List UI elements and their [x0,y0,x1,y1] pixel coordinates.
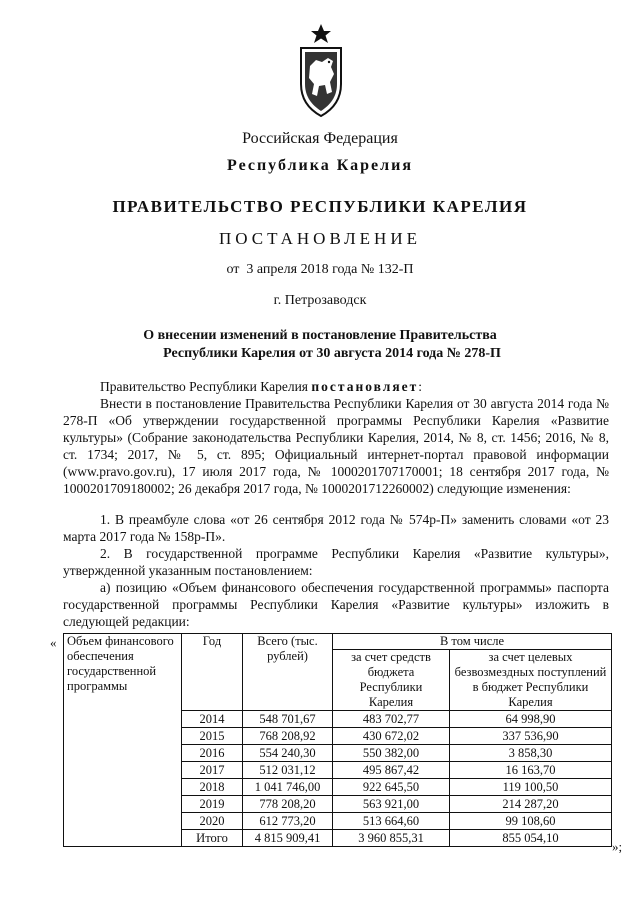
year-cell: 2015 [182,728,243,745]
amendment-paragraph: Внести в постановление Правительства Республики Карелия от 30 августа 2014 года № 278-П «Об утверждении государственной программы Республики Карелия «Развитие культуры» (Собрание законодательства Республики Карелия, 2014, № 8, ст. 1456; 2016, № 8, ст. 1734; 2017, № 5, ст. 895; Официальный интернет-портал правовой информации (www.pravo.gov.ru), 17 июля 2017 года, № 1000201707170001; 18 сентября 2017 года, № 1000201709180002; 26 декабря 2017 года, № 1000201712260002) следующие изменения: [63,396,609,496]
document-date-number [0,262,640,278]
amendment-item-2: 2. В государственной программе Республики Карелия «Развитие культуры», утвержденной указанным постановлением: [63,546,609,578]
subject-line-1: О внесении изменений в постановление Правительства [143,328,497,343]
grants-cell: 855 054,10 [450,830,612,847]
intro-prefix: Правительство Республики Карелия [100,379,312,394]
financing-label-cell: Объем финансового обеспечения государственной программы [64,634,182,847]
total-cell: 778 208,20 [243,796,333,813]
total-cell: 768 208,92 [243,728,333,745]
total-cell: 512 031,12 [243,762,333,779]
budget-cell: 3 960 855,31 [333,830,450,847]
year-cell: 2018 [182,779,243,796]
table-header-row [64,634,612,650]
grants-cell: 119 100,50 [450,779,612,796]
total-cell: 1 041 746,00 [243,779,333,796]
budget-cell: 495 867,42 [333,762,450,779]
financing-table [63,633,612,847]
year-header: Год [182,634,243,711]
year-cell: Итого [182,830,243,847]
total-cell: 612 773,20 [243,813,333,830]
grants-cell: 16 163,70 [450,762,612,779]
intro-decree-word: постановляет [311,379,419,394]
intro-suffix: : [418,379,423,394]
subject-line-2: Республики Карелия от 30 августа 2014 года № 278-П [163,346,501,361]
grants-cell: 3 858,30 [450,745,612,762]
year-cell: 2016 [182,745,243,762]
country-name: Российская Федерация [242,130,398,147]
total-cell: 4 815 909,41 [243,830,333,847]
grants-header: за счет целевых безвозмездных поступлений в бюджет Республики Карелия [450,650,612,711]
grants-cell: 214 287,20 [450,796,612,813]
including-header: В том числе [333,634,612,650]
grants-cell: 337 536,90 [450,728,612,745]
grants-cell: 99 108,60 [450,813,612,830]
budget-cell: 922 645,50 [333,779,450,796]
quote-open-mark: « [50,635,57,650]
total-header: Всего (тыс. рублей) [243,634,333,711]
amendment-item-a: а) позицию «Объем финансового обеспечения государственной программы» паспорта государственной программы Республики Карелия «Развитие культуры» изложить в следующей редакции: [63,580,609,629]
total-cell: 554 240,30 [243,745,333,762]
year-cell: 2020 [182,813,243,830]
budget-cell: 513 664,60 [333,813,450,830]
amendment-item-1: 1. В преамбуле слова «от 26 сентября 2012 года № 574р-П» заменить словами «от 23 марта 2017 года № 158р-П». [63,512,609,544]
year-cell: 2019 [182,796,243,813]
document-date-text: от 3 апреля 2018 года № 132-П [226,262,414,277]
quote-close-mark: »; [612,839,623,854]
budget-header: за счет средств бюджета Республики Карелия [333,650,450,711]
budget-cell: 430 672,02 [333,728,450,745]
coat-of-arms-emblem [298,22,344,118]
government-name: ПРАВИТЕЛЬСТВО РЕСПУБЛИКИ КАРЕЛИЯ [112,197,528,216]
total-cell: 548 701,67 [243,711,333,728]
republic-name: Республика Карелия [227,157,413,174]
decree-intro [63,378,609,395]
budget-cell: 483 702,77 [333,711,450,728]
budget-cell: 550 382,00 [333,745,450,762]
year-cell: 2014 [182,711,243,728]
city-name: г. Петрозаводск [273,293,367,308]
document-type: ПОСТАНОВЛЕНИЕ [218,229,421,248]
year-cell: 2017 [182,762,243,779]
grants-cell: 64 998,90 [450,711,612,728]
document-subject [0,327,640,363]
budget-cell: 563 921,00 [333,796,450,813]
